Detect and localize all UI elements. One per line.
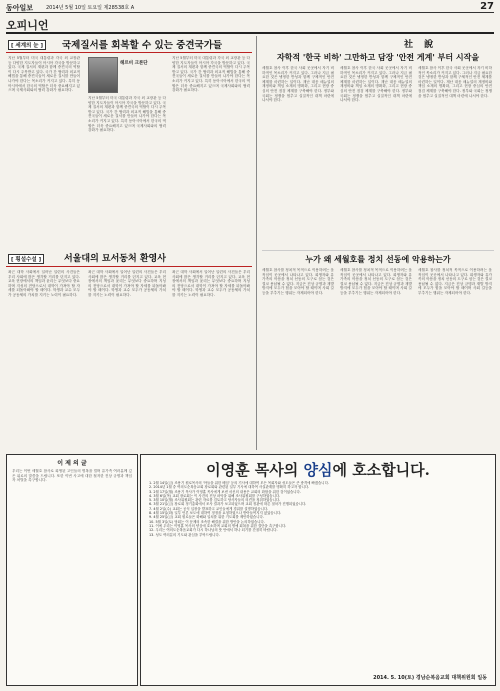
- ad-item: 6. 3월 21일(금) 장로회 정기총회에서 조사 결과가 보고되었으며 교회 정관에 따른 절차가 진행되었습니다.: [149, 502, 307, 507]
- ad-item: 7. 4월 2일(수) 교회는 공식 입장을 발표하고 교인들에게 경위를 설명하였습니다.: [149, 506, 269, 511]
- editorial-body-1a: 세월호 참사 이후 한국 사회 곳곳에서 자기 비하적인 목소리가 커지고 있다. 그러나 지금 필요한 것은 냉정한 반성과 함께 구체적인 안전 체계를 마련하는 일이다. 재난 대응 매뉴얼의 재정비와 책임 소재의 명확화, 그리고 현장 중심의 안전 점검 체계를 구축해야 한다. 정부와 국회는 정쟁을 멈추고 실질적인 대책 마련에 나서야 한다.: [262, 66, 334, 103]
- cartoon-tag: [ 횡설수설 ]: [8, 254, 44, 264]
- ad-item: 1. 2월 14일(금) 조용기 원로목사의 '아들을 위한 배임' 등의 기사에 대하여 모든 목회자와 성도들은 큰 충격에 빠졌습니다.: [149, 481, 329, 485]
- column-body-2: 지난 5월부터 미국 대통령과 각국 외 교장관 등 다양한 지도자들이 아시아 각국을 방문하고 있다. 국제 질서의 재편과 함께 중견국의 역할이 다시 주목받고 있다. 국가 간 협력과 외교적 해법을 통해 중견국들이 새로운 질서를 만들어 나가야 한다는 목소리가 커지고 있다. 특히 동아시아에서 한국의 역할은 더욱 중요해지고 있으며 국제사회와의 협력 강화가 필요하다.: [88, 96, 166, 133]
- ad-footer-org: 경남순복음교회 대책위원회 일동: [415, 675, 487, 681]
- column-headline: 국제질서를 회복할 수 있는 중견국가들: [62, 40, 223, 51]
- ad-item: 10. 5월 3일(토) 당회는 이 문제의 조속한 해결을 위한 방안을 논의하였습니다.: [149, 519, 265, 524]
- editorial-body-1b: 세월호 참사 이후 한국 사회 곳곳에서 자기 비하적인 목소리가 커지고 있다. 그러나 지금 필요한 것은 냉정한 반성과 함께 구체적인 안전 체계를 마련하는 일이다. 재난 대응 매뉴얼의 재정비와 책임 소재의 명확화, 그리고 현장 중심의 안전 점검 체계를 구축해야 한다. 정부와 국회는 정쟁을 멈추고 실질적인 대책 마련에 나서야 한다.: [340, 66, 412, 103]
- ad-item: 11. 이에 우리는 이영훈 목사의 양심에 호소하며 교회의 명예 회복을 위한 결단을 촉구합니다.: [149, 523, 287, 528]
- notice-box: [6, 454, 138, 686]
- ad-item: 9. 4월 25일(금) 교회 원로들은 화해와 일치를 위한 기도회를 제안하였습니다.: [149, 515, 264, 520]
- editorial-body-1c: 세월호 참사 이후 한국 사회 곳곳에서 자기 비하적인 목소리가 커지고 있다. 그러나 지금 필요한 것은 냉정한 반성과 함께 구체적인 안전 체계를 마련하는 일이다. 재난 대응 매뉴얼의 재정비와 책임 소재의 명확화, 그리고 현장 중심의 안전 점검 체계를 구축해야 한다. 정부와 국회는 정쟁을 멈추고 실질적인 대책 마련에 나서야 한다.: [418, 66, 492, 98]
- ad-title-highlight: 양심: [303, 461, 333, 479]
- ad-item: 3. 2월 17일(월) 조용기 목사가 이영훈 목사에게 보낸 서신의 내용은 교회의 화합을 위한 것이었습니다.: [149, 489, 301, 494]
- ad-title-prefix: 이영훈 목사의: [206, 461, 304, 479]
- column-body-3: 지난 5월부터 미국 대통령과 각국 외 교장관 등 다양한 지도자들이 아시아 각국을 방문하고 있다. 국제 질서의 재편과 함께 중견국의 역할이 다시 주목받고 있다. 국가 간 협력과 외교적 해법을 통해 중견국들이 새로운 질서를 만들어 나가야 한다는 목소리가 커지고 있다. 특히 동아시아에서 한국의 역할은 더욱 중요해지고 있으며 국제사회와의 협력 강화가 필요하다.: [172, 56, 250, 93]
- column-body-1: 지난 5월부터 미국 대통령과 각국 외 교장관 등 다양한 지도자들이 아시아 각국을 방문하고 있다. 국제 질서의 재편과 함께 중견국의 역할이 다시 주목받고 있다. 국가 간 협력과 외교적 해법을 통해 중견국들이 새로운 질서를 만들어 나가야 한다는 목소리가 커지고 있다. 특히 동아시아에서 한국의 역할은 더욱 중요해지고 있으며 국제사회와의 협력 강화가 필요하다.: [8, 56, 80, 93]
- cartoon-rule: [6, 266, 252, 267]
- cartoon-body-2: 최근 대학 사회에서 일어난 일련의 사건들은 우리 사회에 많은 생각할 거리를 던지고 있다. 교육 현장에서의 책임과 윤리는 무엇보다 중요하며 지성의 전당으로서 대학이 가져야 할 자세를 되돌아봐야 할 때이다. 학생과 교수 모두가 공동체의 가치를 지키는 노력이 필요하다.: [88, 270, 166, 297]
- ad-item: 12. 우리는 여의도순복음교회가 다시 하나님의 뜻 안에서 하나 되기를 간절히 바랍니다.: [149, 528, 278, 533]
- editorial-divider: [262, 250, 494, 251]
- notice-title: 이 제 의 글: [57, 460, 87, 467]
- notice-body: 우리는 이번 세월호 참사로 희생된 고인들의 명복을 빌며 유가족 여러분께 깊은 위로의 말씀을 드립니다. 또한 이번 사고에 대한 철저한 진상 규명과 책임자 처벌을 촉구합니다.: [12, 469, 132, 483]
- ad-footer: [373, 674, 487, 681]
- ad-item: 2. 2014년 1월 중 여의도순복음교회 장로회와 관련된 일부 기사에 대하여 사실관계를 명확히 하고자 합니다.: [149, 485, 310, 490]
- date-line: 2014년 5월 10일 토요일 제28538호 A: [46, 5, 135, 11]
- ad-title: [141, 459, 495, 480]
- ad-title-suffix: 에 호소합니다.: [332, 461, 430, 479]
- editorial-headline-2: 누가 왜 세월호를 정치 선동에 악용하는가: [305, 254, 451, 264]
- ad-items: [149, 481, 487, 659]
- author-photo: [88, 57, 118, 93]
- newspaper-brand: 동아일보: [6, 3, 34, 12]
- editorial-tag: 社 說: [404, 40, 438, 50]
- editorial-body-2b: 세월호 참사를 정치적 목적으로 이용하려는 움직임이 곳곳에서 나타나고 있다. 희생자와 유가족의 아픔을 정치 선동의 도구로 삼는 것은 결코 용납될 수 없다. 지금은 진상 규명과 재발 방지에 모두가 힘을 모아야 할 때이며 사회 갈등을 부추기는 행위는 자제되어야 한다.: [340, 268, 412, 295]
- column-divider: [256, 36, 257, 450]
- ad-item: 4. 3월 6일(목) 교회 장로회는 이 사건의 진상 파악을 위해 조사위원회를 구성하였습니다.: [149, 493, 281, 498]
- section-title: 오피니언: [6, 19, 49, 32]
- ad-item: 13. 성도 여러분의 기도와 관심을 부탁드립니다.: [149, 532, 220, 537]
- editorial-body-2a: 세월호 참사를 정치적 목적으로 이용하려는 움직임이 곳곳에서 나타나고 있다. 희생자와 유가족의 아픔을 정치 선동의 도구로 삼는 것은 결코 용납될 수 없다. 지금은 진상 규명과 재발 방지에 모두가 힘을 모아야 할 때이며 사회 갈등을 부추기는 행위는 자제되어야 한다.: [262, 268, 334, 295]
- page-number: 27: [480, 1, 494, 12]
- advertisement: [140, 454, 496, 686]
- cartoon-headline: 서울대의 묘서동처 환영사: [64, 254, 166, 264]
- section-rule: [6, 32, 494, 34]
- author-name: 헤르비 크론단: [120, 61, 148, 66]
- masthead: [6, 2, 494, 13]
- ad-item: 5. 3월 10일(월) 조사위원회는 관련 자료를 검토하고 당사자들의 의견을 청취하였습니다.: [149, 498, 281, 503]
- ad-item: 8. 4월 15일(화) 일부 언론 보도에 대하여 정정을 요청하였으나 받아들여지지 않았습니다.: [149, 511, 282, 516]
- editorial-headline-1: 자학적 '한국 비하' 그만하고 담장 '안전 게계' 부터 시작을: [276, 52, 480, 62]
- cartoon-body-1: 최근 대학 사회에서 일어난 일련의 사건들은 우리 사회에 많은 생각할 거리를 던지고 있다. 교육 현장에서의 책임과 윤리는 무엇보다 중요하며 지성의 전당으로서 대학이 가져야 할 자세를 되돌아봐야 할 때이다. 학생과 교수 모두가 공동체의 가치를 지키는 노력이 필요하다.: [8, 270, 80, 297]
- cartoon-body-3: 최근 대학 사회에서 일어난 일련의 사건들은 우리 사회에 많은 생각할 거리를 던지고 있다. 교육 현장에서의 책임과 윤리는 무엇보다 중요하며 지성의 전당으로서 대학이 가져야 할 자세를 되돌아봐야 할 때이다. 학생과 교수 모두가 공동체의 가치를 지키는 노력이 필요하다.: [172, 270, 250, 297]
- editorial-body-2c: 세월호 참사를 정치적 목적으로 이용하려는 움직임이 곳곳에서 나타나고 있다. 희생자와 유가족의 아픔을 정치 선동의 도구로 삼는 것은 결코 용납될 수 없다. 지금은 진상 규명과 재발 방지에 모두가 힘을 모아야 할 때이며 사회 갈등을 부추기는 행위는 자제되어야 한다.: [418, 268, 492, 295]
- ad-footer-date: 2014. 5. 10(토): [373, 675, 415, 681]
- column-tag: [ 세계의 눈 ]: [8, 40, 46, 50]
- column-rule: [6, 52, 252, 53]
